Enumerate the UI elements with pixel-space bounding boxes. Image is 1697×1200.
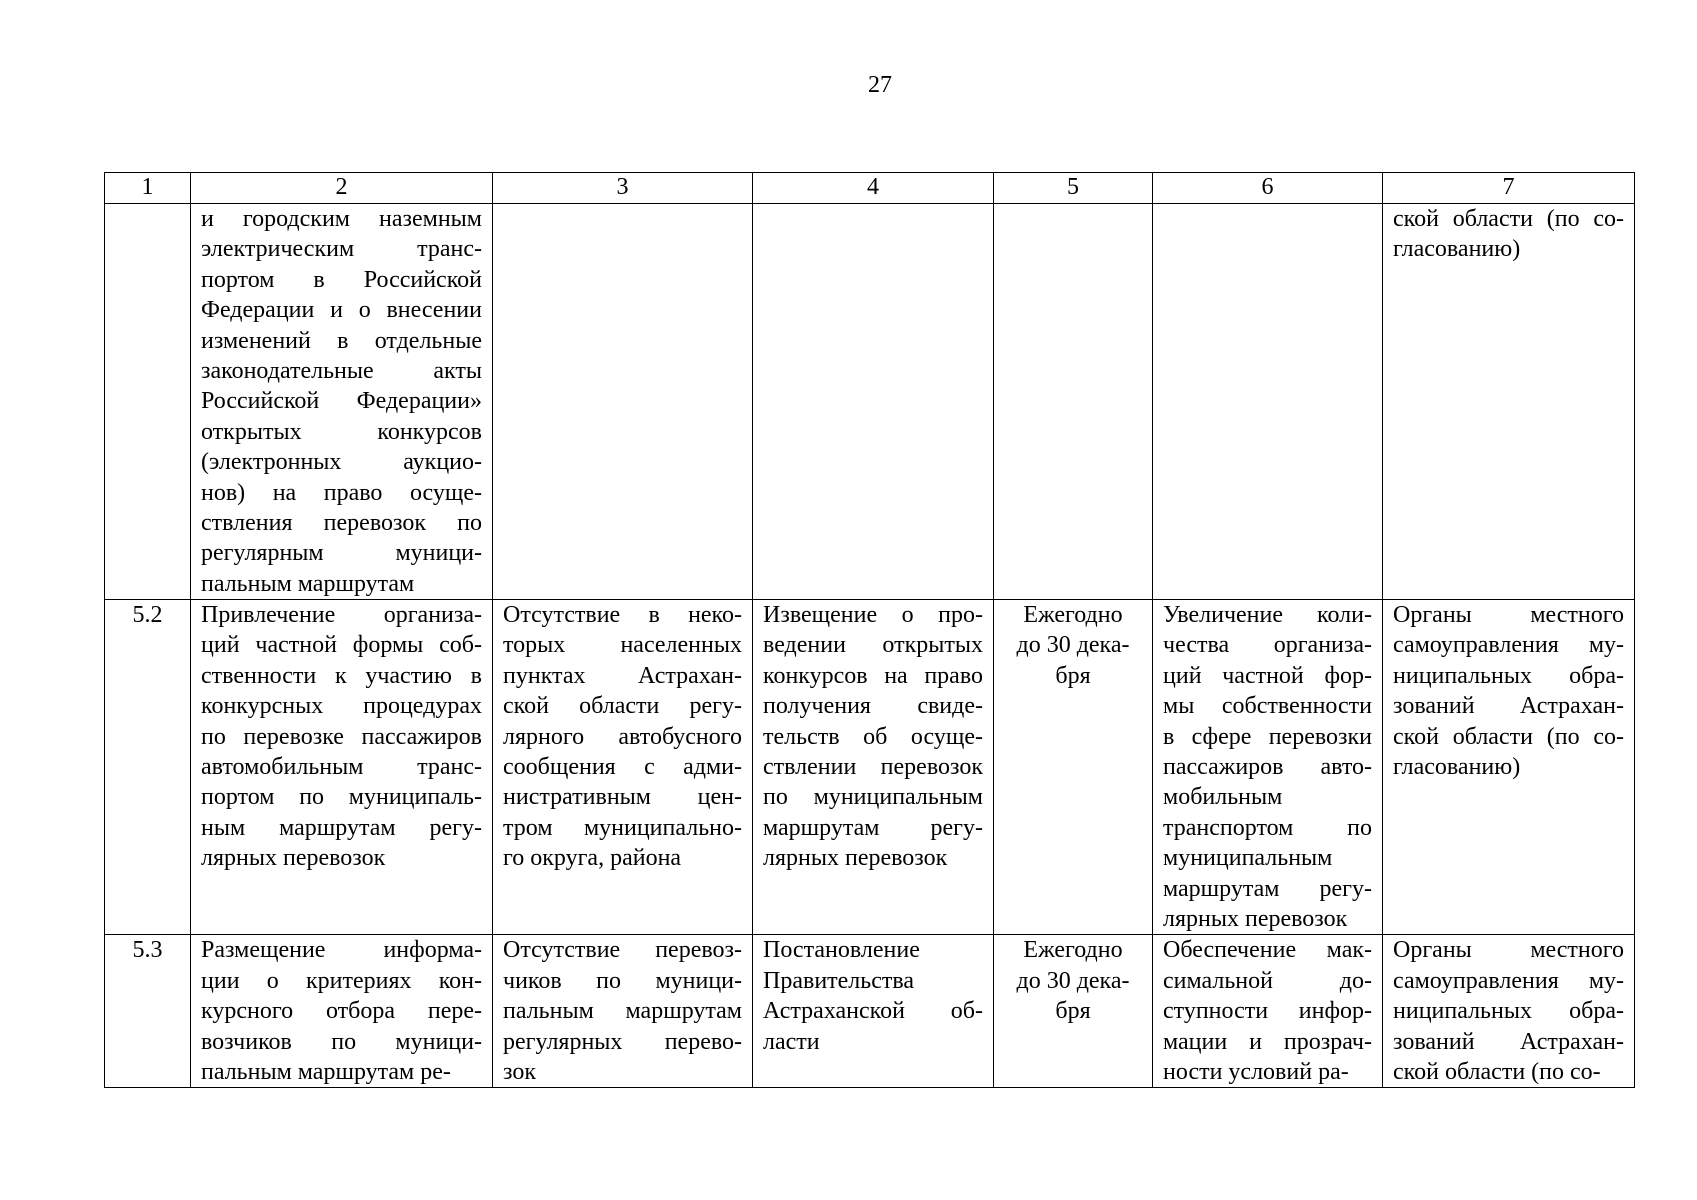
cell-text-line: мобильным (1163, 784, 1283, 811)
cell-text-line: в сфере перевозки (1163, 723, 1372, 750)
cell-text-line: тром муниципально- (503, 814, 742, 841)
cell-text-line: ской области регу- (503, 693, 742, 720)
cell-text-line: пунктах Астрахан- (503, 662, 742, 689)
header-cell: 5 (994, 173, 1153, 204)
cell-text-line: чества организа- (1163, 632, 1372, 659)
cell-text-line: муниципальным (1163, 845, 1333, 872)
row-number-cell (105, 935, 191, 1088)
cell-text-line: маршрутам регу- (1163, 875, 1372, 902)
cell-text-line: ведении открытых (763, 632, 983, 659)
cell-col5 (994, 204, 1153, 600)
row-number: 5.3 (132, 937, 163, 964)
cell-text-line: по муниципальным (763, 784, 983, 811)
header-cell: 3 (493, 173, 753, 204)
cell-col2 (191, 204, 493, 600)
cell-text-line: лярных перевозок (763, 845, 948, 872)
cell-text-line: ской области (по со- (1393, 1058, 1601, 1085)
row-number (115, 204, 180, 234)
cell-text-line: ствления перевозок по (201, 509, 482, 536)
cell-text-line: Обеспечение мак- (1163, 937, 1372, 964)
cell-text-line: Ежегодно (1023, 937, 1123, 964)
cell-text-line: получения свиде- (763, 693, 983, 720)
cell-text-line: до 30 дека- (1016, 632, 1130, 659)
cell-text-line: ций частной формы соб- (201, 632, 482, 659)
cell-col7 (1383, 600, 1635, 935)
cell-text-line: Постановление (763, 937, 920, 964)
table-row (105, 204, 1635, 600)
cell-text-line: сообщения с адми- (503, 754, 742, 781)
row-number: 5.2 (132, 602, 163, 629)
cell-text-line: ным маршрутам регу- (201, 814, 482, 841)
cell-text-line: лярного автобусного (503, 723, 742, 750)
cell-col4 (753, 600, 994, 935)
cell-text-line: Привлечение организа- (201, 602, 482, 629)
cell-text-line: зований Астрахан- (1393, 1028, 1624, 1055)
cell-text-line: Отсутствие в неко- (503, 602, 742, 629)
cell-text-line: портом по муниципаль- (201, 784, 482, 811)
cell-text-line: пассажиров авто- (1163, 754, 1372, 781)
cell-col2 (191, 935, 493, 1088)
cell-text-line: ствлении перевозок (763, 754, 983, 781)
header-cell: 2 (191, 173, 493, 204)
cell-text-line: Правительства (763, 967, 915, 994)
cell-text-line: лярных перевозок (1163, 905, 1348, 932)
header-cell: 7 (1383, 173, 1635, 204)
cell-text-line: ской области (по со- (1393, 206, 1624, 232)
cell-text-line: Органы местного (1393, 937, 1624, 964)
cell-text-line: ниципальных обра- (1393, 998, 1624, 1025)
cell-col3 (493, 600, 753, 935)
cell-text-line: курсного отбора пере- (201, 998, 482, 1025)
cell-text-line: регулярным муници- (201, 540, 482, 567)
cell-text-line: возчиков по муници- (201, 1028, 482, 1055)
cell-text-line: ступности инфор- (1163, 998, 1372, 1025)
cell-text-line: зований Астрахан- (1393, 693, 1624, 720)
cell-col7 (1383, 935, 1635, 1088)
cell-text-line: гласованию) (1393, 236, 1521, 263)
cell-text-line: открытых конкурсов (201, 418, 482, 445)
cell-text-line: самоуправления му- (1393, 632, 1624, 659)
cell-text-line: портом в Российской (201, 266, 482, 293)
cell-text-line: Извещение о про- (763, 602, 983, 629)
cell-text-line: электрическим транс- (201, 236, 482, 263)
cell-text-line: лярных перевозок (201, 845, 386, 872)
header-cell: 4 (753, 173, 994, 204)
cell-text-line: Органы местного (1393, 602, 1624, 629)
cell-col4 (753, 935, 994, 1088)
cell-text-line: ности условий ра- (1163, 1058, 1349, 1085)
page-number: 27 (868, 72, 892, 98)
cell-text-line: чиков по муници- (503, 967, 742, 994)
cell-text-line: ственности к участию в (201, 662, 482, 689)
cell-text-line: конкурсов на право (763, 662, 983, 689)
table-row (105, 935, 1635, 1088)
cell-text-line: конкурсных процедурах (201, 693, 482, 720)
cell-text-line: бря (1055, 998, 1091, 1025)
cell-col3 (493, 204, 753, 600)
cell-col5 (994, 935, 1153, 1088)
table-row (105, 600, 1635, 935)
cell-text-line: законодательные акты (201, 357, 482, 384)
cell-text-line: ласти (763, 1028, 820, 1055)
cell-text-line: по перевозке пассажиров (201, 723, 482, 750)
cell-text-line: пальным маршрутам (201, 570, 415, 597)
cell-text-line: ской области (по со- (1393, 723, 1624, 750)
cell-text-line: Федерации и о внесении (201, 297, 482, 324)
cell-col5 (994, 600, 1153, 935)
cell-text-line: транспортом по (1163, 814, 1372, 841)
cell-text-line: пальным маршрутам (503, 998, 742, 1025)
cell-text-line: тельств об осуще- (763, 723, 983, 750)
cell-text-line: Увеличение коли- (1163, 602, 1372, 629)
header-cell: 1 (105, 173, 191, 204)
row-number-cell (105, 204, 191, 600)
cell-text-line: и городским наземным (201, 206, 482, 232)
cell-text-line: Астраханской об- (763, 998, 983, 1025)
cell-col7 (1383, 204, 1635, 600)
cell-text-line: го округа, района (503, 845, 682, 872)
cell-text-line: торых населенных (503, 632, 742, 659)
header-cell: 6 (1153, 173, 1383, 204)
cell-text-line: изменений в отдельные (201, 327, 482, 354)
cell-text-line: Ежегодно (1023, 602, 1123, 629)
cell-text-line: мации и прозрач- (1163, 1028, 1372, 1055)
cell-col4 (753, 204, 994, 600)
cell-text-line: бря (1055, 662, 1091, 689)
cell-text-line: пальным маршрутам ре- (201, 1058, 451, 1085)
cell-text-line: Отсутствие перевоз- (503, 937, 742, 964)
cell-text-line: маршрутам регу- (763, 814, 983, 841)
cell-text-line: Размещение информа- (201, 937, 482, 964)
header-row (105, 173, 1635, 204)
cell-text-line: симальной до- (1163, 967, 1372, 994)
cell-text-line: нистративным цен- (503, 784, 742, 811)
cell-text-line: ниципальных обра- (1393, 662, 1624, 689)
cell-col6 (1153, 935, 1383, 1088)
cell-col6 (1153, 600, 1383, 935)
cell-text-line: ций частной фор- (1163, 662, 1372, 689)
cell-text-line: автомобильным транс- (201, 754, 482, 781)
cell-text-line: гласованию) (1393, 754, 1521, 781)
cell-text-line: (электронных аукцио- (201, 449, 482, 476)
row-number-cell (105, 600, 191, 935)
cell-text-line: самоуправления му- (1393, 967, 1624, 994)
cell-text-line: зок (503, 1058, 536, 1085)
cell-col3 (493, 935, 753, 1088)
cell-text-line: мы собственности (1163, 693, 1372, 720)
cell-text-line: ции о критериях кон- (201, 967, 482, 994)
cell-col2 (191, 600, 493, 935)
cell-text-line: до 30 дека- (1016, 967, 1130, 994)
cell-col6 (1153, 204, 1383, 600)
cell-text-line: регулярных перево- (503, 1028, 742, 1055)
cell-text-line: нов) на право осуще- (201, 479, 482, 506)
cell-text-line: Российской Федерации» (201, 388, 482, 415)
measures-table (104, 172, 1635, 1088)
